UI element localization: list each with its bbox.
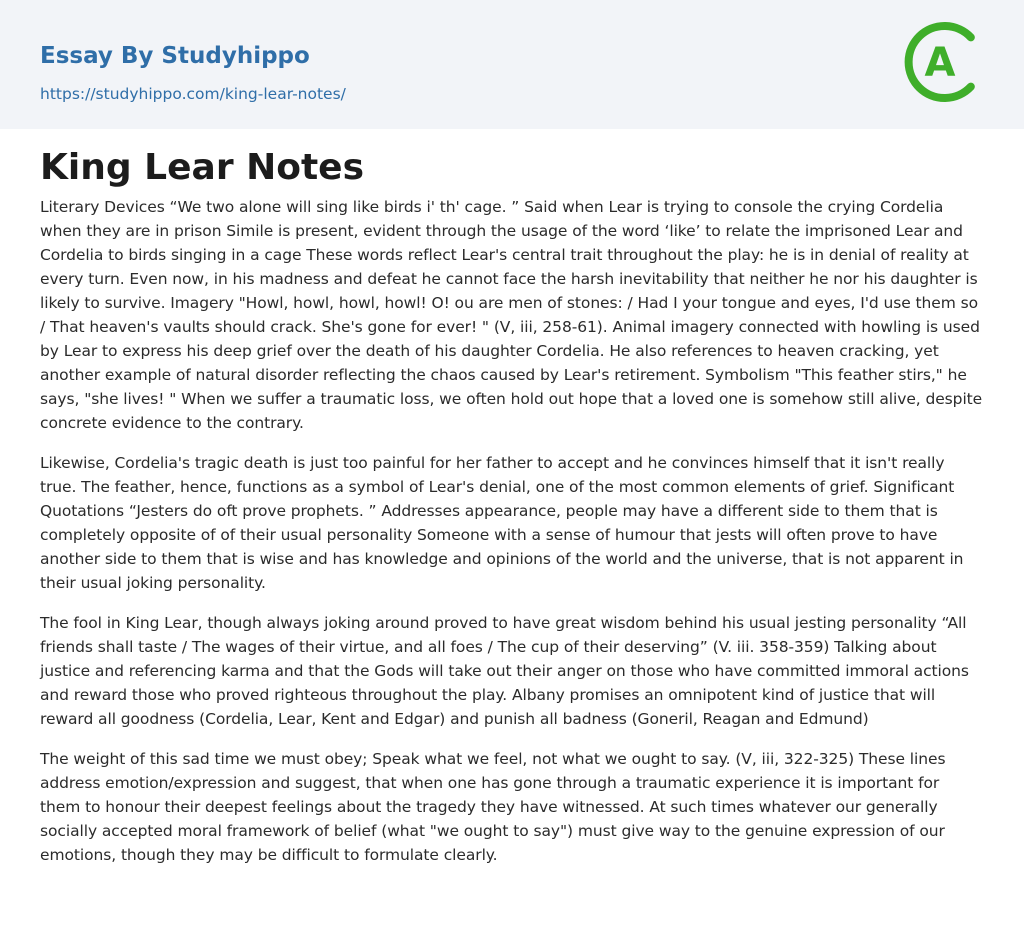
logo-letter: A <box>924 40 956 86</box>
page-url-link[interactable]: https://studyhippo.com/king-lear-notes/ <box>40 85 346 103</box>
site-brand[interactable]: Essay By Studyhippo <box>40 43 310 69</box>
article-paragraph-1: Literary Devices “We two alone will sing like birds i' th' cage. ” Said when Lear is trying to console the crying Cordelia when they are in prison Simile is present, evident through the usage of the word ‘like’ to relate the imprisoned Lear and Cordelia to birds singing in a cage These words reflect Lear's central trait throughout the play: he is in denial of reality at every turn. Even now, in his madness and defeat he cannot face the harsh inevitability that neither he nor his daughter is likely to survive. Imagery "Howl, howl, howl, howl! O! ou are men of stones: / Had I your tongue and eyes, I'd use them so / That heaven's vaults should crack. She's gone for ever! " (V, iii, 258-61). Animal imagery connected with howling is used by Lear to express his deep grief over the death of his daughter Cordelia. He also references to heaven cracking, yet another example of natural disorder reflecting the chaos caused by Lear's retirement. Symbolism "This feather stirs," he says, "she lives! " When we suffer a traumatic loss, we often hold out hope that a loved one is somehow still alive, despite concrete evidence to the contrary. <box>40 198 983 432</box>
studyhippo-logo-icon[interactable] <box>904 20 988 104</box>
article-content <box>0 129 1024 867</box>
article-paragraph-2: Likewise, Cordelia's tragic death is just too painful for her father to accept and he convinces himself that it isn't really true. The feather, hence, functions as a symbol of Lear's denial, one of the most common elements of grief. Significant Quotations “Jesters do oft prove prophets. ” Addresses appearance, people may have a different side to them that is completely opposite of of their usual personality Someone with a sense of humour that jests will often prove to have another side to them that is wise and has knowledge and opinions of the world and the universe, that is not apparent in their usual joking personality. <box>40 454 964 592</box>
article-title: King Lear Notes <box>40 147 365 188</box>
site-header <box>0 0 1024 129</box>
article-paragraph-4: The weight of this sad time we must obey; Speak what we feel, not what we ought to say. (V, iii, 322-325) These lines address emotion/expression and suggest, that when one has gone through a traumatic experience it is important for them to honour their deepest feelings about the tragedy they have witnessed. At such times whatever our generally socially accepted moral framework of belief (what "we ought to say") must give way to the genuine expression of our emotions, though they may be difficult to formulate clearly. <box>40 750 946 864</box>
article-paragraph-3: The fool in King Lear, though always joking around proved to have great wisdom behind his usual jesting personality “All friends shall taste / The wages of their virtue, and all foes / The cup of their deserving” (V. iii. 358-359) Talking about justice and referencing karma and that the Gods will take out their anger on those who have committed immoral actions and reward those who proved righteous throughout the play. Albany promises an omnipotent kind of justice that will reward all goodness (Cordelia, Lear, Kent and Edgar) and punish all badness (Goneril, Reagan and Edmund) <box>40 614 969 728</box>
